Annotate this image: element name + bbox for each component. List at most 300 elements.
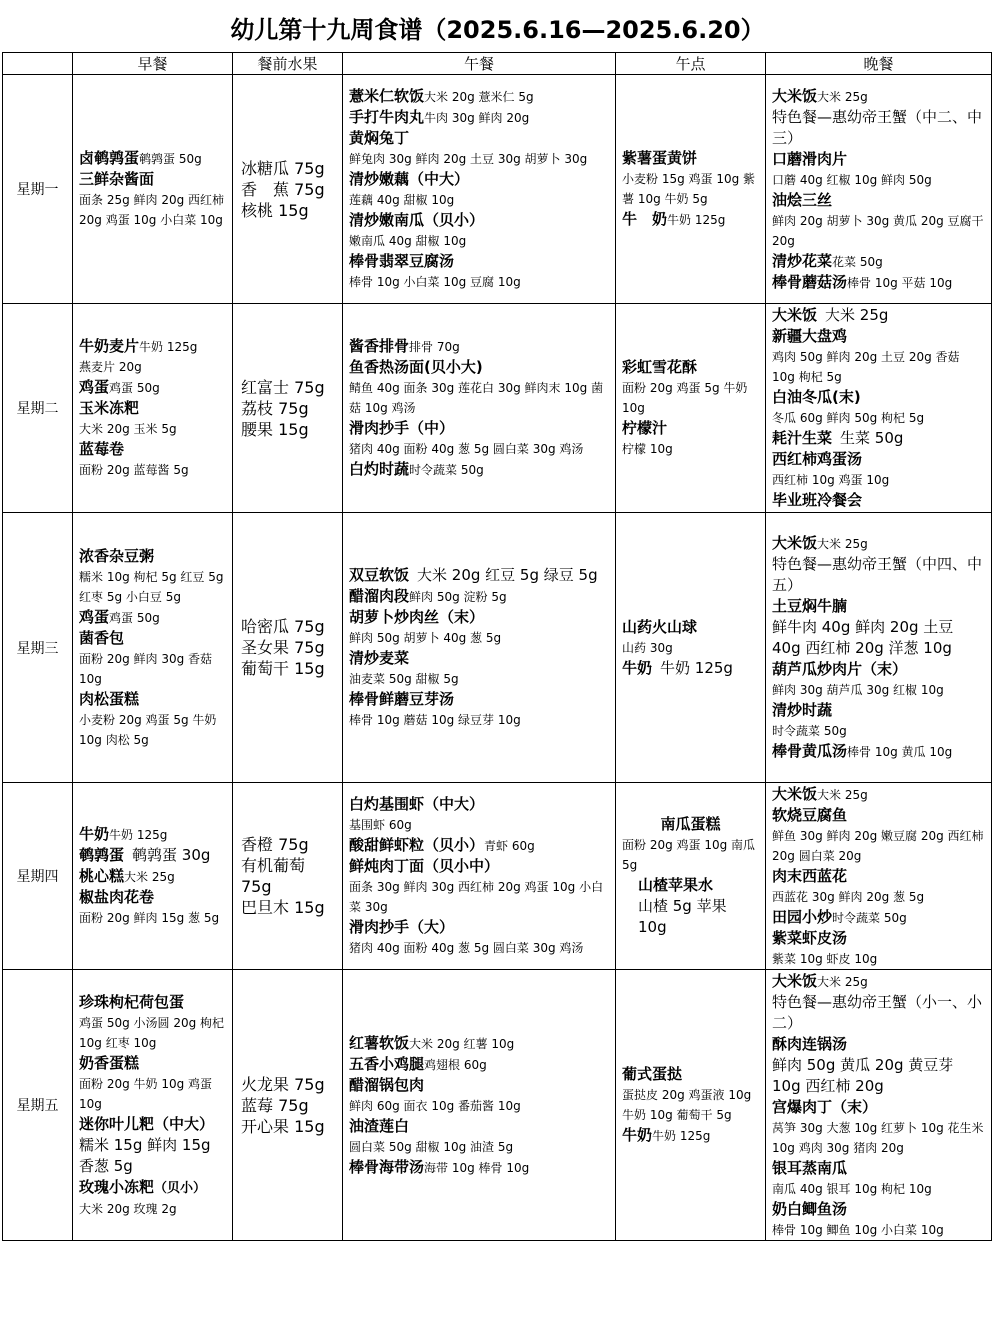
dinner-line — [772, 107, 985, 149]
breakfast-line — [79, 992, 226, 1013]
lunch-dish: 清炒嫩藕（中大） — [349, 170, 470, 188]
lunch-ingredients: 青虾 60g — [484, 839, 535, 853]
dinner-line — [772, 1158, 985, 1179]
lunch-ingredients: 牛肉 30g 鲜肉 20g — [424, 111, 530, 125]
dinner-text: 鲜肉 50g 黄瓜 20g 黄豆芽 10g 西红柿 20g — [772, 1055, 954, 1095]
snack-line — [622, 658, 759, 679]
breakfast-ingredients: 面粉 20g 鲜肉 15g 葱 5g — [79, 911, 220, 925]
snack-dish: 牛奶 — [622, 658, 653, 677]
lunch-ingredients: 鲜肉 50g 淀粉 5g — [409, 590, 507, 604]
dinner-line — [772, 928, 985, 949]
snack-ingredients: 牛奶 125g — [652, 1129, 711, 1143]
lunch-ingredients: 大米 20g 薏米仁 5g — [424, 90, 534, 104]
dinner-line — [772, 971, 985, 992]
lunch-line — [349, 835, 609, 856]
dinner-text: 鲜牛肉 40g 鲜肉 20g 土豆 40g 西红柿 20g 洋葱 10g — [772, 618, 954, 657]
snack-ingredients: 面粉 20g 鸡蛋 5g 牛奶 10g — [622, 381, 748, 415]
snack-cell — [616, 75, 766, 304]
lunch-cell — [343, 304, 616, 513]
lunch-line — [349, 794, 609, 815]
dinner-ingredients: 鸡肉 50g 鲜肉 20g 土豆 20g 香菇 10g 枸杞 5g — [772, 350, 960, 384]
breakfast-line — [79, 357, 226, 377]
dinner-ingredients: 棒骨 10g 鲫鱼 10g 小白菜 10g — [772, 1222, 944, 1237]
breakfast-dish: 菌香包 — [79, 628, 125, 647]
breakfast-ingredients: 鸡蛋 50g — [109, 610, 160, 625]
dinner-line — [772, 596, 985, 617]
breakfast-ingredients: 糯米 10g 枸杞 5g 红豆 5g 红枣 5g 小白豆 5g — [79, 569, 224, 604]
dinner-text: 特色餐—惠幼帝王蟹（中四、中五） — [772, 555, 983, 594]
fruit-cell — [233, 783, 343, 970]
breakfast-line — [79, 546, 226, 567]
lunch-line — [349, 648, 609, 669]
day-row — [3, 513, 992, 783]
dinner-dish: 宫爆肉丁（末） — [772, 1097, 878, 1116]
dinner-ingredients: 鲜肉 20g 胡萝卜 30g 黄瓜 20g 豆腐干 20g — [772, 213, 984, 248]
lunch-line — [349, 149, 609, 169]
snack-line — [622, 378, 759, 418]
breakfast-cell — [73, 513, 233, 783]
lunch-dish: 清炒嫩南瓜（贝小） — [349, 211, 485, 229]
breakfast-ingredients: 大米 25g — [124, 870, 175, 884]
snack-dish: 牛奶 — [622, 1126, 653, 1144]
dinner-dish: 银耳蒸南瓜 — [772, 1158, 848, 1177]
lunch-line — [349, 1054, 609, 1075]
dinner-line — [772, 1034, 985, 1055]
dinner-line — [772, 554, 985, 596]
lunch-line — [349, 169, 609, 190]
snack-line — [622, 814, 759, 835]
dinner-ingredients: 西蓝花 30g 鲜肉 20g 葱 5g — [772, 889, 925, 904]
breakfast-dish: 玉米冻粑 — [79, 399, 140, 417]
snack-ingredients: 牛奶 125g — [660, 658, 733, 677]
lunch-ingredients: 鸡翅根 60g — [424, 1057, 487, 1072]
lunch-line — [349, 1096, 609, 1116]
lunch-cell — [343, 970, 616, 1241]
dinner-dish: 清炒时蔬 — [772, 701, 833, 719]
dinner-line — [772, 721, 985, 741]
dinner-ingredients: 棒骨 10g 黄瓜 10g — [847, 745, 953, 759]
snack-ingredients: 山药 30g — [622, 640, 673, 655]
day-label: 星期五 — [3, 970, 73, 1241]
dinner-ingredients: 大米 25g — [817, 974, 868, 989]
snack-line — [622, 1125, 759, 1146]
breakfast-cell — [73, 970, 233, 1241]
fruit-item: 核桃 15g — [241, 200, 309, 220]
dinner-ingredients: 大米 25g — [825, 306, 889, 324]
dinner-dish: 棒骨黄瓜汤 — [772, 742, 848, 760]
lunch-ingredients: 嫩南瓜 40g 甜椒 10g — [349, 234, 467, 248]
lunch-line — [349, 128, 609, 149]
breakfast-dish: 牛奶 — [79, 825, 110, 843]
snack-line — [622, 835, 759, 875]
lunch-dish: 酱香排骨 — [349, 337, 410, 355]
dinner-line — [772, 347, 985, 387]
dinner-dish: 毕业班冷餐会 — [772, 491, 863, 509]
snack-ingredients: 柠檬 10g — [622, 442, 673, 456]
dinner-dish: 土豆焖牛腩 — [772, 597, 848, 615]
dinner-line — [772, 170, 985, 190]
lunch-cell — [343, 783, 616, 970]
dinner-line — [772, 1179, 985, 1199]
breakfast-dish: 桃心糕 — [79, 867, 125, 885]
dinner-line — [772, 387, 985, 408]
breakfast-ingredients: 鸡蛋 50g — [109, 381, 160, 395]
lunch-dish: 油渣莲白 — [349, 1116, 410, 1135]
lunch-ingredients: 猪肉 40g 面粉 40g 葱 5g 圆白菜 30g 鸡汤 — [349, 442, 584, 456]
day-label: 星期一 — [3, 75, 73, 304]
dinner-ingredients: 生菜 50g — [840, 429, 904, 447]
fruit-item: 香 蕉 75g — [241, 179, 325, 199]
lunch-cell — [343, 513, 616, 783]
dinner-line — [772, 805, 985, 826]
dinner-line — [772, 190, 985, 211]
dinner-line — [772, 907, 985, 928]
snack-dish: 南瓜蛋糕 — [660, 815, 721, 833]
breakfast-dish: 迷你叶儿粑（中大） — [79, 1114, 215, 1133]
lunch-ingredients: 莲藕 40g 甜椒 10g — [349, 193, 455, 207]
header-snack: 午点 — [616, 53, 766, 75]
breakfast-line — [79, 607, 226, 628]
snack-line — [622, 209, 759, 230]
lunch-dish: 红薯软饭 — [349, 1033, 410, 1052]
lunch-line — [349, 565, 609, 586]
lunch-line — [349, 439, 609, 459]
snack-line — [622, 1064, 759, 1085]
breakfast-line — [79, 1135, 226, 1177]
breakfast-ingredients: 鹌鹑蛋 50g — [139, 152, 202, 166]
dinner-line — [772, 680, 985, 700]
dinner-dish: 油烩三丝 — [772, 190, 833, 209]
dinner-line — [772, 470, 985, 490]
breakfast-line — [79, 336, 226, 357]
dinner-dish: 紫菜虾皮汤 — [772, 928, 848, 947]
breakfast-ingredients: 面粉 20g 牛奶 10g 鸡蛋 10g — [79, 1076, 213, 1111]
dinner-dish: 大米饭 — [772, 86, 818, 105]
lunch-dish: 酸甜鲜虾粒（贝小） — [349, 836, 485, 854]
breakfast-dish: 牛奶麦片 — [79, 337, 140, 355]
breakfast-line — [79, 649, 226, 689]
lunch-dish: 胡萝卜炒肉丝（末） — [349, 608, 485, 626]
breakfast-dish: 玫瑰小冻粑 — [79, 1177, 155, 1196]
lunch-dish: 白灼时蔬 — [349, 460, 410, 478]
dinner-ingredients: 鲜鱼 30g 鲜肉 20g 嫩豆腐 20g 西红柿 20g 圆白菜 20g — [772, 828, 984, 863]
dinner-line — [772, 741, 985, 762]
lunch-ingredients: 鲭鱼 40g 面条 30g 莲花白 30g 鲜肉末 10g 菌菇 10g 鸡汤 — [349, 381, 604, 415]
fruit-item: 冰糖瓜 75g — [241, 158, 325, 178]
day-row — [3, 970, 992, 1241]
lunch-line — [349, 607, 609, 628]
lunch-dish: 滑肉抄手（大） — [349, 918, 455, 936]
lunch-dish: 双豆软饭 — [349, 566, 410, 584]
snack-line — [622, 896, 759, 938]
lunch-line — [349, 877, 609, 917]
dinner-ingredients: 莴笋 30g 大葱 10g 红萝卜 10g 花生米 10g 鸡肉 30g 猪肉 20g — [772, 1120, 984, 1155]
breakfast-dish: 珍珠枸杞荷包蛋 — [79, 992, 185, 1011]
breakfast-ingredients: 面粉 20g 鲜肉 30g 香菇 10g — [79, 651, 213, 686]
dinner-ingredients: 南瓜 40g 银耳 10g 枸杞 10g — [772, 1181, 932, 1196]
lunch-line — [349, 107, 609, 128]
dinner-dish: 白油冬瓜(末) — [772, 388, 861, 406]
breakfast-dish: 椒盐肉花卷 — [79, 888, 155, 906]
header-day — [3, 53, 73, 75]
dinner-line — [772, 428, 985, 449]
breakfast-ingredients: 大米 20g 玫瑰 2g — [79, 1201, 177, 1216]
menu-table — [2, 52, 992, 1241]
lunch-line — [349, 251, 609, 272]
fruit-item: 腰果 15g — [241, 419, 309, 439]
breakfast-line — [79, 1074, 226, 1114]
fruit-cell — [233, 513, 343, 783]
day-row — [3, 75, 992, 304]
lunch-line — [349, 418, 609, 439]
breakfast-line — [79, 845, 226, 866]
lunch-ingredients: 油麦菜 50g 甜椒 5g — [349, 672, 459, 686]
lunch-line — [349, 210, 609, 231]
fruit-item: 蓝莓 75g — [241, 1095, 309, 1115]
dinner-line — [772, 866, 985, 887]
breakfast-line — [79, 1114, 226, 1135]
breakfast-ingredients: （贝小） — [154, 1180, 207, 1196]
dinner-cell — [766, 970, 992, 1241]
breakfast-line — [79, 887, 226, 908]
breakfast-line — [79, 190, 226, 230]
snack-dish: 山楂苹果水 — [638, 876, 714, 894]
dinner-line — [772, 533, 985, 554]
lunch-dish: 薏米仁软饭 — [349, 87, 425, 105]
dinner-line — [772, 86, 985, 107]
day-row — [3, 304, 992, 513]
lunch-line — [349, 815, 609, 835]
lunch-ingredients: 基围虾 60g — [349, 818, 412, 832]
dinner-cell — [766, 783, 992, 970]
dinner-ingredients: 棒骨 10g 平菇 10g — [847, 275, 953, 290]
breakfast-ingredients: 牛奶 125g — [109, 828, 168, 842]
breakfast-line — [79, 169, 226, 190]
lunch-ingredients: 排骨 70g — [409, 340, 460, 354]
snack-text: 山楂 5g 苹果 10g — [638, 897, 727, 936]
dinner-ingredients: 时令蔬菜 50g — [832, 910, 907, 925]
dinner-line — [772, 1220, 985, 1240]
snack-cell — [616, 783, 766, 970]
lunch-line — [349, 272, 609, 292]
breakfast-line — [79, 1199, 226, 1219]
lunch-line — [349, 689, 609, 710]
dinner-line — [772, 992, 985, 1034]
breakfast-dish: 鸡蛋 — [79, 378, 110, 396]
lunch-ingredients: 时令蔬菜 50g — [409, 463, 484, 477]
snack-line — [622, 169, 759, 209]
breakfast-line — [79, 710, 226, 750]
dinner-line — [772, 784, 985, 805]
lunch-line — [349, 917, 609, 938]
lunch-dish: 白灼基围虾（中大） — [349, 795, 485, 813]
dinner-line — [772, 408, 985, 428]
dinner-dish: 清炒花菜 — [772, 251, 833, 270]
lunch-ingredients: 棒骨 10g 蘑菇 10g 绿豆芽 10g — [349, 713, 521, 727]
dinner-line — [772, 887, 985, 907]
breakfast-ingredients: 牛奶 125g — [139, 340, 198, 354]
lunch-line — [349, 1033, 609, 1054]
fruit-item: 有机葡萄 75g — [241, 856, 306, 896]
dinner-line — [772, 1199, 985, 1220]
snack-cell — [616, 513, 766, 783]
breakfast-line — [79, 419, 226, 439]
fruit-item: 哈密瓜 75g — [241, 617, 325, 636]
snack-ingredients: 小麦粉 15g 鸡蛋 10g 紫薯 10g 牛奶 5g — [622, 172, 756, 206]
dinner-line — [772, 272, 985, 293]
snack-line — [622, 148, 759, 169]
breakfast-line — [79, 824, 226, 845]
snack-line — [622, 1085, 759, 1125]
fruit-cell — [233, 970, 343, 1241]
breakfast-ingredients: 面条 25g 鲜肉 20g 西红柿 20g 鸡蛋 10g 小白菜 10g — [79, 193, 225, 227]
day-label: 星期二 — [3, 304, 73, 513]
breakfast-line — [79, 908, 226, 928]
breakfast-cell — [73, 304, 233, 513]
lunch-ingredients: 鲜肉 60g 面衣 10g 番茄酱 10g — [349, 1098, 521, 1113]
breakfast-line — [79, 148, 226, 169]
header-breakfast: 早餐 — [73, 53, 233, 75]
dinner-line — [772, 149, 985, 170]
snack-dish: 紫薯蛋黄饼 — [622, 149, 698, 167]
breakfast-dish: 浓香杂豆粥 — [79, 546, 155, 565]
lunch-line — [349, 378, 609, 418]
day-label: 星期四 — [3, 783, 73, 970]
lunch-dish: 鱼香热汤面(贝小大) — [349, 358, 483, 376]
breakfast-ingredients: 鸡蛋 50g 小汤圆 20g 枸杞 10g 红枣 10g — [79, 1015, 225, 1050]
lunch-line — [349, 586, 609, 607]
fruit-item: 红富士 75g — [241, 377, 325, 397]
breakfast-line — [79, 460, 226, 480]
dinner-ingredients: 紫菜 10g 虾皮 10g — [772, 951, 878, 966]
dinner-line — [772, 700, 985, 721]
breakfast-cell — [73, 75, 233, 304]
dinner-ingredients: 大米 25g — [817, 537, 868, 551]
dinner-dish: 大米饭 — [772, 971, 818, 990]
dinner-dish: 软烧豆腐鱼 — [772, 805, 848, 824]
page-title: 幼儿第十九周食谱（2025.6.16—2025.6.20） — [230, 16, 765, 44]
dinner-ingredients: 冬瓜 60g 鲜肉 50g 枸杞 5g — [772, 411, 925, 425]
breakfast-dish: 三鲜杂酱面 — [79, 170, 155, 188]
lunch-ingredients: 棒骨 10g 小白菜 10g 豆腐 10g — [349, 275, 521, 289]
dinner-cell — [766, 513, 992, 783]
header-lunch: 午餐 — [343, 53, 616, 75]
snack-dish: 彩虹雪花酥 — [622, 358, 698, 376]
snack-cell — [616, 304, 766, 513]
snack-line — [622, 439, 759, 459]
lunch-line — [349, 1137, 609, 1157]
snack-ingredients: 蛋挞皮 20g 鸡蛋液 10g 牛奶 10g 葡萄干 5g — [622, 1088, 752, 1122]
dinner-line — [772, 1097, 985, 1118]
lunch-line — [349, 710, 609, 730]
lunch-dish: 棒骨翡翠豆腐汤 — [349, 252, 455, 270]
dinner-line — [772, 1118, 985, 1158]
snack-dish: 牛 奶 — [622, 210, 668, 228]
lunch-ingredients: 面条 30g 鲜肉 30g 西红柿 20g 鸡蛋 10g 小白菜 30g — [349, 880, 604, 914]
dinner-dish: 葫芦瓜炒肉片（末） — [772, 660, 908, 678]
snack-dish: 葡式蛋挞 — [622, 1065, 683, 1083]
breakfast-ingredients: 燕麦片 20g — [79, 360, 142, 374]
snack-ingredients: 面粉 20g 鸡蛋 10g 南瓜 5g — [622, 838, 756, 872]
dinner-line — [772, 251, 985, 272]
dinner-line — [772, 326, 985, 347]
dinner-dish: 新疆大盘鸡 — [772, 327, 848, 345]
breakfast-dish: 鹌鹑蛋 — [79, 846, 125, 864]
fruit-item: 开心果 15g — [241, 1116, 325, 1136]
dinner-cell — [766, 75, 992, 304]
snack-ingredients: 牛奶 125g — [667, 213, 726, 227]
lunch-line — [349, 856, 609, 877]
snack-dish: 柠檬汁 — [622, 419, 668, 437]
day-row — [3, 783, 992, 970]
dinner-dish: 肉末西蓝花 — [772, 866, 848, 885]
lunch-line — [349, 1157, 609, 1178]
lunch-cell — [343, 75, 616, 304]
header-fruit: 餐前水果 — [233, 53, 343, 75]
breakfast-dish: 肉松蛋糕 — [79, 689, 140, 708]
fruit-cell — [233, 75, 343, 304]
lunch-dish: 清炒麦菜 — [349, 649, 410, 667]
dinner-line — [772, 305, 985, 326]
lunch-line — [349, 231, 609, 251]
fruit-cell — [233, 304, 343, 513]
breakfast-ingredients: 面粉 20g 蓝莓酱 5g — [79, 463, 189, 477]
breakfast-ingredients: 大米 20g 玉米 5g — [79, 422, 177, 436]
dinner-ingredients: 时令蔬菜 50g — [772, 724, 847, 738]
fruit-item: 圣女果 75g — [241, 638, 325, 657]
breakfast-line — [79, 628, 226, 649]
lunch-line — [349, 628, 609, 648]
dinner-line — [772, 449, 985, 470]
breakfast-ingredients: 鹌鹑蛋 30g — [132, 846, 211, 864]
lunch-line — [349, 357, 609, 378]
breakfast-dish: 奶香蛋糕 — [79, 1053, 140, 1072]
snack-line — [622, 638, 759, 658]
dinner-line — [772, 1055, 985, 1097]
dinner-text: 特色餐—惠幼帝王蟹（小一、小二） — [772, 992, 983, 1032]
header-row — [3, 53, 992, 75]
dinner-dish: 耗汁生菜 — [772, 429, 833, 447]
dinner-ingredients: 花菜 50g — [832, 254, 883, 269]
breakfast-dish: 蓝莓卷 — [79, 440, 125, 458]
dinner-dish: 西红柿鸡蛋汤 — [772, 450, 863, 468]
lunch-dish: 棒骨鲜蘑豆芽汤 — [349, 690, 455, 708]
lunch-line — [349, 1075, 609, 1096]
fruit-item: 荔枝 75g — [241, 398, 309, 418]
lunch-ingredients: 鲜兔肉 30g 鲜肉 20g 土豆 30g 胡萝卜 30g — [349, 152, 588, 166]
lunch-ingredients: 鲜肉 50g 胡萝卜 40g 葱 5g — [349, 631, 502, 645]
dinner-line — [772, 490, 985, 511]
dinner-dish: 酥肉连锅汤 — [772, 1034, 848, 1053]
breakfast-text: 糯米 15g 鲜肉 15g 香葱 5g — [79, 1135, 211, 1175]
snack-line — [622, 418, 759, 439]
breakfast-line — [79, 567, 226, 607]
lunch-line — [349, 336, 609, 357]
lunch-line — [349, 1116, 609, 1137]
dinner-line — [772, 659, 985, 680]
dinner-dish: 大米饭 — [772, 784, 818, 803]
lunch-line — [349, 190, 609, 210]
dinner-dish: 田园小炒 — [772, 907, 833, 926]
dinner-dish: 棒骨蘑菇汤 — [772, 272, 848, 291]
dinner-cell — [766, 304, 992, 513]
lunch-ingredients: 猪肉 40g 面粉 40g 葱 5g 圆白菜 30g 鸡汤 — [349, 941, 584, 955]
dinner-ingredients: 口蘑 40g 红椒 10g 鲜肉 50g — [772, 172, 932, 187]
dinner-ingredients: 大米 25g — [817, 89, 868, 104]
breakfast-line — [79, 1013, 226, 1053]
dinner-ingredients: 西红柿 10g 鸡蛋 10g — [772, 473, 890, 487]
lunch-line — [349, 459, 609, 480]
